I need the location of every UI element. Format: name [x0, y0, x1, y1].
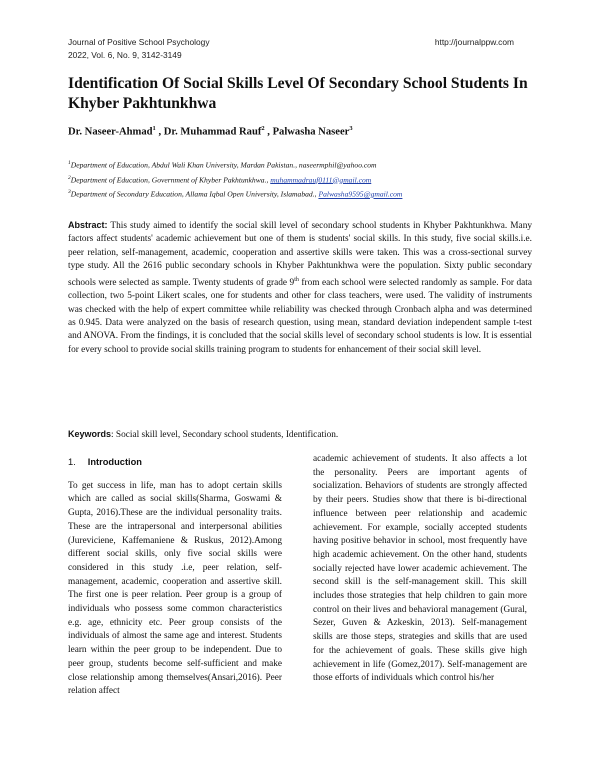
- affiliation-item: $^1$Department of Education, Abdul Wali Khan University, Mardan Pakistan., naseermphil@yahoo.com: [68, 160, 377, 170]
- abstract: [68, 219, 532, 357]
- author-name: Dr. Naseer-Ahmad: [68, 126, 153, 138]
- abstract-text: This study aimed to identify the social skill level of secondary school students in Khyber Pakhtunkhwa. Many factors affect students' academic achievement but one of them is students' social skills. In this study, five social skills.i.e. peer relation, self-management, academic, cooperation and assertive skills were taken. This was a cross-sectional survey type study. All the 2616 public secondary schools in Khyber Pakhtunkhwa were the population. Sixty public secondary schools were selected as sample. Twenty students of grade 9: [68, 221, 532, 288]
- email-link[interactable]: muhammadrauf0111@gmail.com: [270, 175, 372, 185]
- journal-name: Journal of Positive School Psychology: [68, 37, 210, 47]
- keywords-text: : Social skill level, Secondary school students, Identification.: [111, 430, 339, 440]
- author-sup: 3: [349, 125, 353, 132]
- abstract-sup: th: [294, 276, 299, 283]
- running-header: [68, 36, 210, 62]
- body-paragraph: To get success in life, man has to adopt certain skills which are called as social skills(Sharma, Goswami & Gupta, 2016).These are the individual personality traits. These are the intrapersonal and interpersonal abilities (Jureviciene, Kaffemaniene & Ruskus, 2012).Among different social skills, only five social skills were considered in this study .i.e, peer relation, self-management, academic, cooperation and assertive skill. The first one is peer relation. Peer group is a group of individuals who possess some common characteristics e.g. age, ethnicity etc. Peer group consists of the individuals of almost the same age and interest. Students learn within the peer group to be independent. Due to peer group, students become self-sufficient and make close relationship among themselves(Ansari,2016). Peer relation affect: [68, 480, 282, 697]
- author-name: Palwasha Naseer: [272, 126, 350, 138]
- journal-url: http://journalppw.com: [434, 37, 514, 47]
- keywords: [68, 428, 532, 442]
- affiliation-item: $^3$Department of Secondary Education, Allama Iqbal Open University, Islamabad., Palwasha9595@gmail.com: [68, 189, 403, 199]
- section-title: Introduction: [87, 457, 142, 467]
- abstract-text-cont: from each school were selected randomly as sample. For data collection, two 5-point Likert scales, one for students and other for class teachers, were used. The validity of instruments was checked with the help of expert committee while reliability was checked through Cronbach alpha and was determined as 0.945. Data were analyzed on the basis of research question, using mean, standard deviation independent sample t-test and ANOVA. From the findings, it is concluded that the social skills level of secondary school students is low. It is essential for every school to provide social skills training program to students for enhancement of their social skill level.: [68, 277, 532, 355]
- body-column-right: [313, 453, 527, 686]
- section-number: 1.: [68, 457, 76, 467]
- section-heading: [68, 456, 282, 470]
- author-list: Dr. Naseer-Ahmad$^1$ , Dr. Muhammad Rauf$^2$ , Palwasha Naseer$^3$: [68, 125, 353, 138]
- body-column-left: [68, 456, 282, 699]
- abstract-label: Abstract:: [68, 220, 108, 230]
- affiliation-item: $^2$Department of Education, Government of Khyber Pakhtunkhwa., muhammadrauf0111@gmail.com: [68, 174, 372, 185]
- author-sup: 1: [152, 125, 156, 132]
- author-sup: 2: [261, 125, 265, 132]
- keywords-label: Keywords: [68, 429, 112, 439]
- author-name: Dr. Muhammad Rauf: [163, 126, 262, 138]
- email-link[interactable]: Palwasha9595@gmail.com: [318, 189, 403, 199]
- paper-title: Identification Of Social Skills Level Of Secondary School Students In Khyber Pakhtunkhwa: [68, 75, 528, 112]
- body-paragraph: academic achievement of students. It also affects a lot the personality. Peers are important agents of socialization. Behaviors of students are strongly affected by their peers. Studies show that there is bi-directional influence between peer relationship and academic achievement. For example, socially accepted students having positive behavior in school, most frequently have high academic achievement. On the other hand, students socially rejected have lower academic achievement. The second skill is the self-management skill. This skill includes those strategies that help children to gain more control on their lives and behavioral management (Gural, Sezer, Guven & Azkeskin, 2013). Self-management skills are those steps, strategies and skills that are used for the achievement of goals. These skills give high achievement in life (Gomez,2017). Self-management are those efforts of individuals which control his/her: [313, 454, 527, 684]
- affiliations: [68, 157, 538, 201]
- issue-info: 2022, Vol. 6, No. 9, 3142-3149: [68, 50, 182, 60]
